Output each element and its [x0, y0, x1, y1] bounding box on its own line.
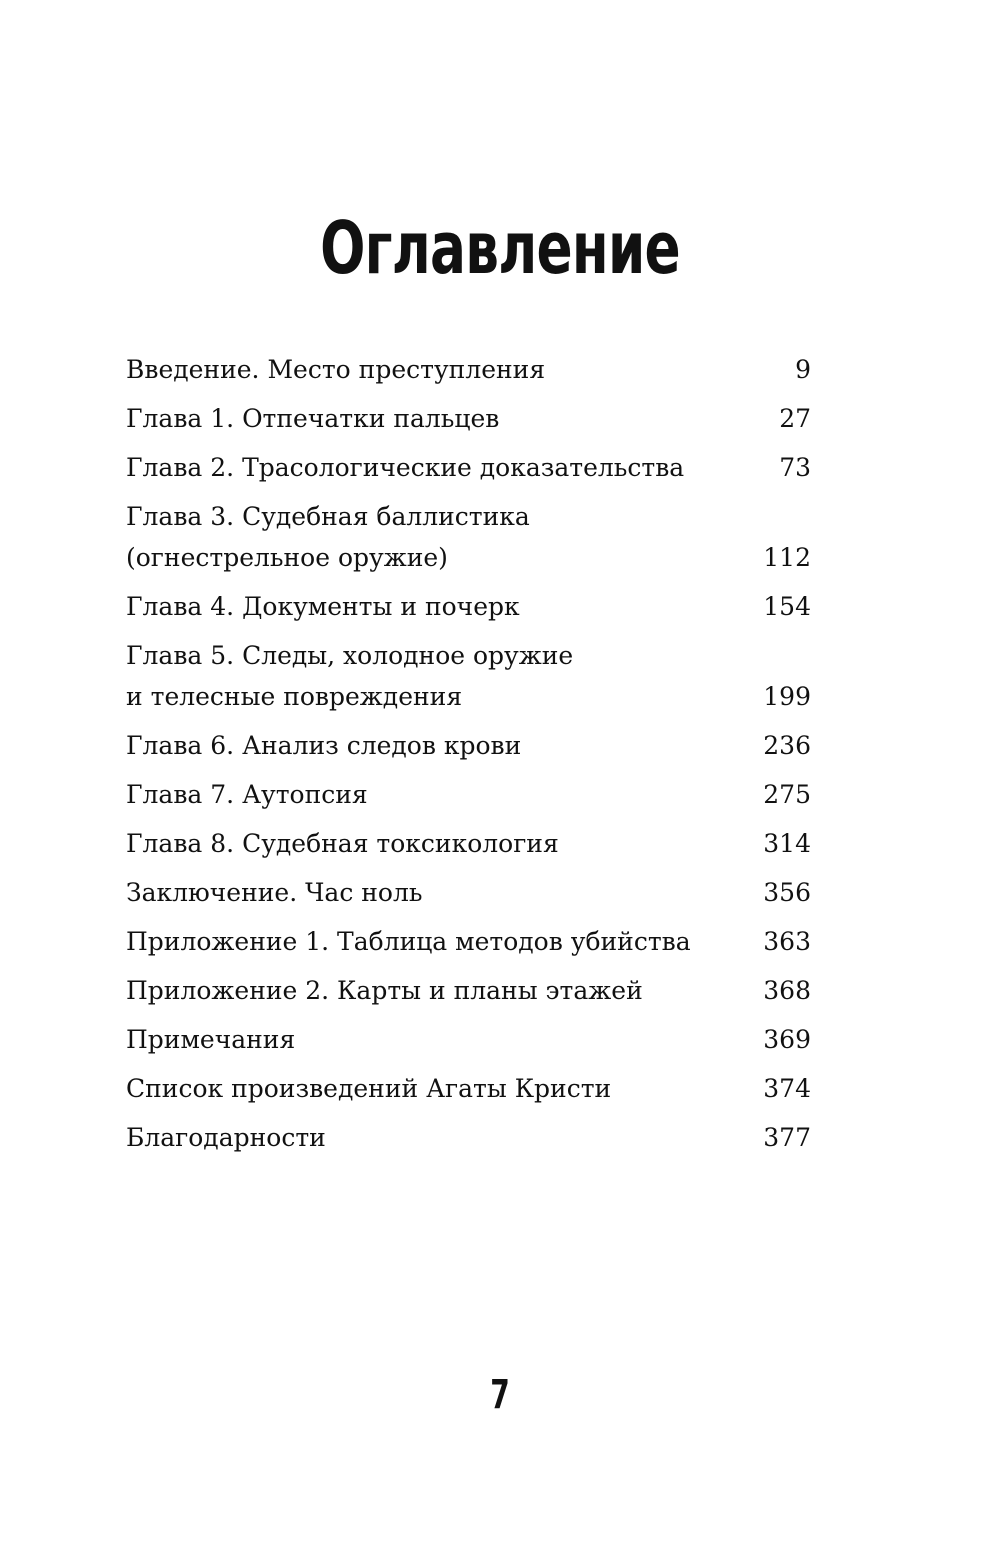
- toc-entry-label: Список произведений Агаты Кристи: [126, 1074, 612, 1103]
- toc-entry-label: Приложение 2. Карты и планы этажей: [126, 976, 643, 1005]
- toc-entry-label: и телесные повреждения: [126, 682, 463, 711]
- toc-entry-conclusion[interactable]: [126, 868, 811, 917]
- toc-entry-acknowledgements[interactable]: [126, 1113, 811, 1162]
- toc-entry-label: Глава 7. Аутопсия: [126, 780, 368, 809]
- toc-entry-page: 369: [763, 1025, 811, 1054]
- toc-entry-page: 73: [779, 453, 811, 482]
- toc-entry-label: Глава 4. Документы и почерк: [126, 592, 520, 621]
- toc-entry-appendix-1[interactable]: [126, 917, 811, 966]
- toc-entry-chapter-1[interactable]: [126, 394, 811, 443]
- toc-entry-label-line1: Глава 5. Следы, холодное оружие: [126, 641, 574, 670]
- toc-entry-label: Благодарности: [126, 1123, 326, 1152]
- toc-entry-page: 356: [763, 878, 811, 907]
- toc-entry-label: Примечания: [126, 1025, 296, 1054]
- toc-entry-label: Глава 1. Отпечатки пальцев: [126, 404, 500, 433]
- toc-entry-bibliography[interactable]: [126, 1064, 811, 1113]
- toc-entry-introduction[interactable]: [126, 345, 811, 394]
- toc-entry-chapter-5[interactable]: [126, 631, 811, 721]
- toc-entry-page: 275: [763, 780, 811, 809]
- toc-entry-label: Введение. Место преступления: [126, 355, 546, 384]
- toc-entry-chapter-2[interactable]: [126, 443, 811, 492]
- toc-entry-appendix-2[interactable]: [126, 966, 811, 1015]
- toc-entry-page: 154: [763, 592, 811, 621]
- toc-entry-label: Глава 8. Судебная токсикология: [126, 829, 559, 858]
- toc-entry-page: 363: [763, 927, 811, 956]
- toc-entry-page: 368: [763, 976, 811, 1005]
- toc-entry-page: 314: [763, 829, 811, 858]
- table-of-contents: [126, 345, 811, 1162]
- toc-entry-page: 27: [779, 404, 811, 433]
- toc-entry-page: 236: [763, 731, 811, 760]
- toc-entry-page: 9: [795, 355, 811, 384]
- toc-entry-label-line1: Глава 3. Судебная баллистика: [126, 502, 530, 531]
- toc-entry-chapter-7[interactable]: [126, 770, 811, 819]
- toc-entry-chapter-8[interactable]: [126, 819, 811, 868]
- toc-entry-page: 112: [763, 543, 811, 572]
- toc-entry-label: Глава 2. Трасологические доказательства: [126, 453, 685, 482]
- toc-entry-page: 199: [763, 682, 811, 711]
- toc-entry-label: Приложение 1. Таблица методов убийства: [126, 927, 691, 956]
- toc-entry-chapter-6[interactable]: [126, 721, 811, 770]
- toc-entry-notes[interactable]: [126, 1015, 811, 1064]
- toc-entry-page: 374: [763, 1074, 811, 1103]
- toc-entry-page: 377: [763, 1123, 811, 1152]
- toc-entry-label: (огнестрельное оружие): [126, 543, 448, 572]
- toc-entry-label: Заключение. Час ноль: [126, 878, 423, 907]
- page-number: 7: [490, 1372, 510, 1418]
- toc-entry-chapter-3[interactable]: [126, 492, 811, 582]
- toc-entry-label: Глава 6. Анализ следов крови: [126, 731, 522, 760]
- page-title: Оглавление: [320, 206, 680, 290]
- toc-entry-chapter-4[interactable]: [126, 582, 811, 631]
